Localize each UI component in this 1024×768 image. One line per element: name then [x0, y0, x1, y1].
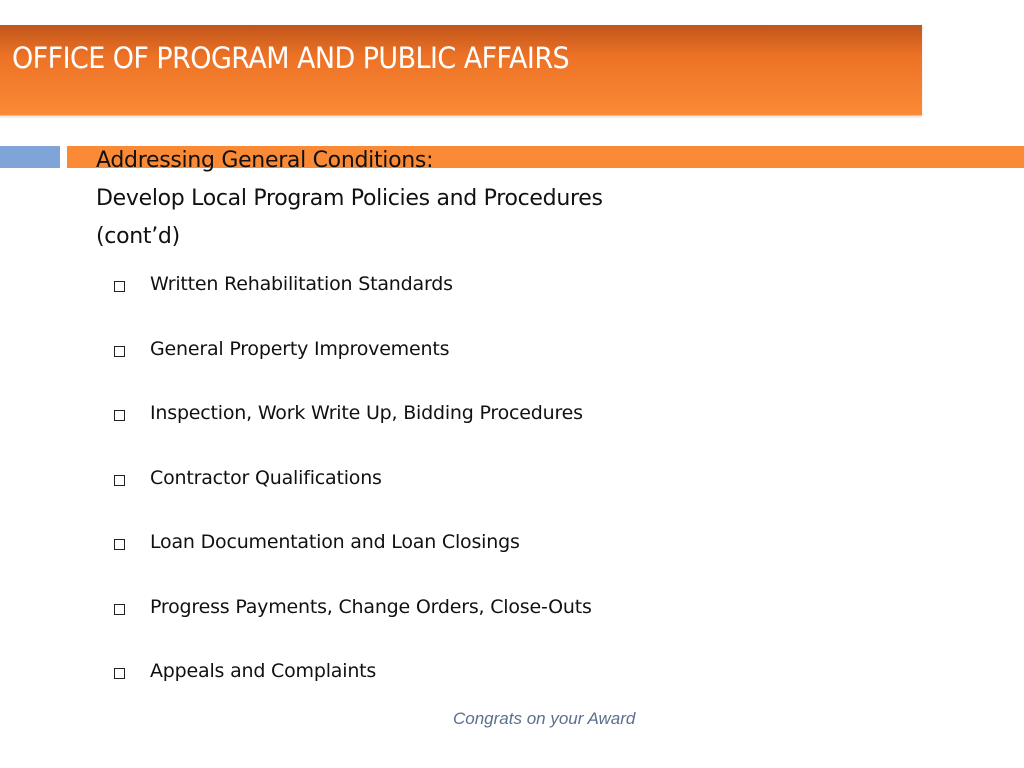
list-item-text: Loan Documentation and Loan Closings	[150, 531, 520, 553]
section-heading	[96, 142, 776, 256]
list-item-text: General Property Improvements	[150, 337, 450, 360]
list-item-text: Inspection, Work Write Up, Bidding Procedures	[150, 402, 583, 424]
square-bullet-icon	[114, 539, 125, 550]
title-banner	[0, 25, 922, 116]
square-bullet-icon	[114, 668, 125, 679]
heading-line-2: Develop Local Program Policies and Procedures	[96, 186, 603, 211]
list-item-text: Appeals and Complaints	[150, 660, 377, 682]
heading-line-1: Addressing General Conditions:	[96, 148, 434, 173]
footer-caption: Congrats on your Award	[453, 709, 636, 728]
heading-line-3: (cont’d)	[96, 224, 180, 249]
square-bullet-icon	[114, 410, 125, 421]
list-item	[112, 461, 592, 526]
list-item-text: Progress Payments, Change Orders, Close-Outs	[150, 595, 592, 618]
accent-bar-blue	[0, 146, 60, 168]
list-item-text: Written Rehabilitation Standards	[150, 273, 453, 295]
list-item	[112, 590, 592, 655]
list-item-text: Contractor Qualifications	[150, 466, 382, 489]
square-bullet-icon	[114, 346, 125, 357]
list-item	[112, 267, 592, 332]
list-item	[112, 396, 592, 461]
square-bullet-icon	[114, 475, 125, 486]
slide-title: OFFICE OF PROGRAM AND PUBLIC AFFAIRS	[12, 41, 570, 75]
square-bullet-icon	[114, 281, 125, 292]
square-bullet-icon	[114, 604, 125, 615]
list-item	[112, 332, 592, 397]
bullet-list	[112, 267, 592, 719]
list-item	[112, 525, 592, 590]
